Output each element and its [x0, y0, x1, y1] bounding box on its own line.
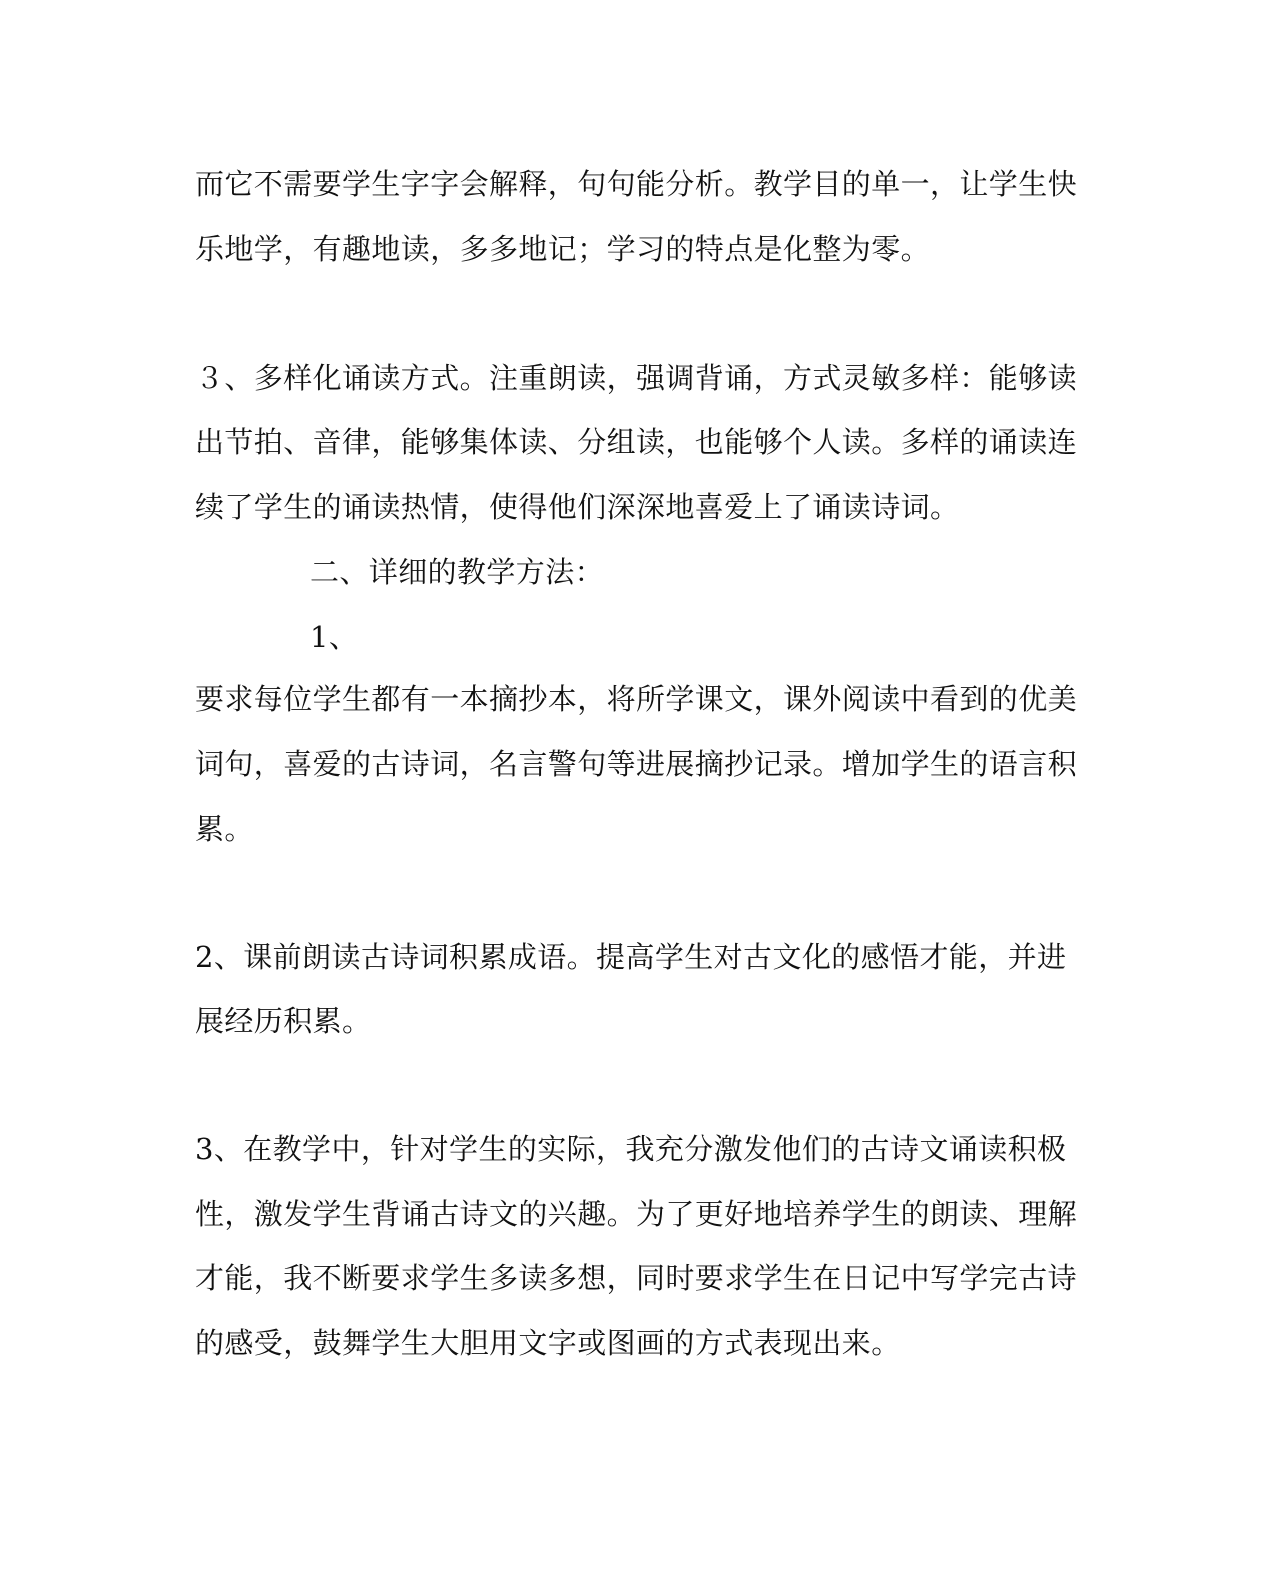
text-line: 累。	[195, 812, 254, 846]
text-line: 展经历积累。	[195, 1004, 372, 1038]
text-line: 要求每位学生都有一本摘抄本，将所学课文，课外阅读中看到的优美	[195, 682, 1078, 716]
text-line: ３、多样化诵读方式。注重朗读，强调背诵，方式灵敏多样：能够读	[195, 361, 1078, 395]
list-number: 1、	[310, 620, 359, 654]
text-line: 续了学生的诵读热情，使得他们深深地喜爱上了诵读诗词。	[195, 490, 960, 524]
section-heading: 二、详细的教学方法：	[310, 555, 605, 589]
text-line: 的感受，鼓舞学生大胆用文字或图画的方式表现出来。	[195, 1326, 901, 1360]
text-line: 乐地学，有趣地读，多多地记；学习的特点是化整为零。	[195, 232, 931, 266]
text-line: 2、课前朗读古诗词积累成语。提高学生对古文化的感悟才能，并进	[195, 940, 1067, 974]
text-line: 才能，我不断要求学生多读多想，同时要求学生在日记中写学完古诗	[195, 1261, 1078, 1295]
text-line: 而它不需要学生字字会解释，句句能分析。教学目的单一，让学生快	[195, 167, 1078, 201]
text-line: 出节拍、音律，能够集体读、分组读，也能够个人读。多样的诵读连	[195, 425, 1078, 459]
text-line: 性，激发学生背诵古诗文的兴趣。为了更好地培养学生的朗读、理解	[195, 1197, 1078, 1231]
text-line: 词句，喜爱的古诗词，名言警句等进展摘抄记录。增加学生的语言积	[195, 747, 1078, 781]
text-line: 3、在教学中，针对学生的实际，我充分激发他们的古诗文诵读积极	[195, 1132, 1067, 1166]
